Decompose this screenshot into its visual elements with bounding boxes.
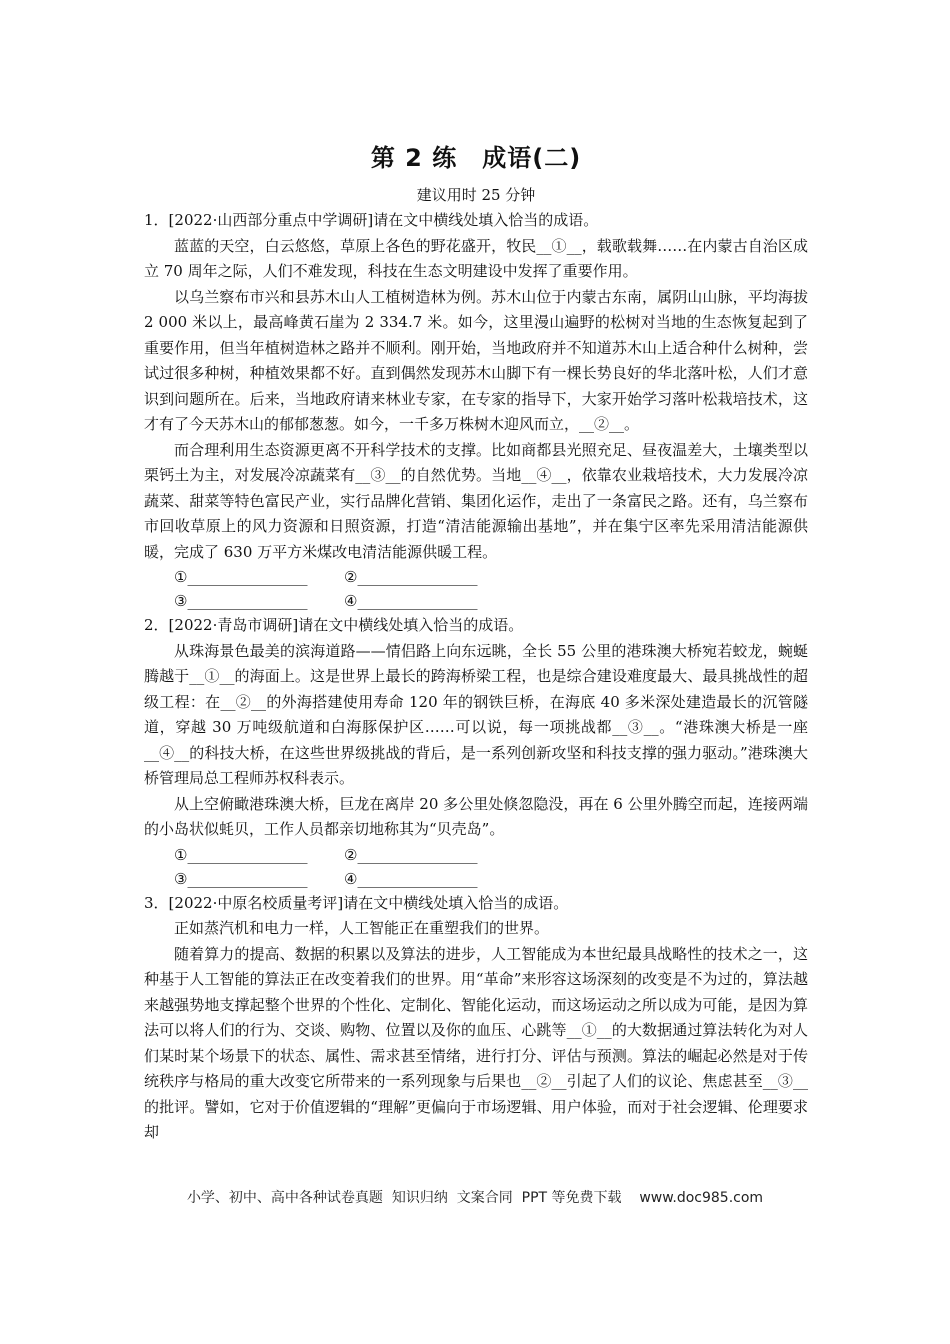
download-footer: 小学、初中、高中各种试卷真题 知识归纳 文案合同 PPT 等免费下载 www.doc985.com [186, 1190, 764, 1206]
suggested-time: 建议用时 25 分钟 [416, 186, 536, 204]
question-1-answer-row [144, 589, 808, 613]
worksheet-page [144, 140, 808, 1146]
question-3-stem: 3．[2022·中原名校质量考评]请在文中横线处填入恰当的成语。 [144, 893, 569, 912]
answer-blank-3[interactable]: ③________________ [174, 592, 308, 610]
answer-blank-3[interactable]: ③________________ [174, 869, 308, 888]
question-1-answer-row [144, 565, 808, 589]
question-2-answer-row [144, 867, 808, 891]
question-3-paragraph: 正如蒸汽机和电力一样，人工智能正在重塑我们的世界。 [174, 919, 550, 937]
answer-blank-4[interactable]: ④________________ [344, 869, 478, 888]
answer-blank-2[interactable]: ②________________ [344, 845, 478, 864]
answer-blank-1[interactable]: ①________________ [174, 568, 308, 586]
question-3-paragraph: 随着算力的提高、数据的积累以及算法的进步，人工智能成为本世纪最具战略性的技术之一，这种基于人工智能的算法正在改变着我们的世界。用“革命”来形容这场深刻的改变是不为过的，算法越来越强势地支撑起整个世界的个性化、定制化、智能化运动，而这场运动之所以成为可能，是因为算法可以将人们的行为、交谈、购物、位置以及你的血压、心跳等__①__的大数据通过算法转化为对人们某时某个场景下的状态、属性、需求甚至情绪，进行打分、评估与预测。算法的崛起必然是对于传统秩序与格局的重大改变它所带来的一系列现象与后果也__②__引起了人们的议论、焦虑甚至__③__的批评。譬如，它对于价值逻辑的“理解”更偏向于市场逻辑、用户体验，而对于社会逻辑、伦理要求却 [144, 944, 808, 1141]
question-1-paragraph: 而合理利用生态资源更离不开科学技术的支撑。比如商都县光照充足、昼夜温差大，土壤类型以栗钙土为主，对发展冷凉蔬菜有__③__的自然优势。当地__④__，依靠农业栽培技术，大力发展冷凉蔬菜、甜菜等特色富民产业，实行品牌化营销、集团化运作，走出了一条富民之路。还有，乌兰察布市回收草原上的风力资源和日照资源，打造“清洁能源输出基地”，并在集宁区率先采用清洁能源供暖，完成了 630 万平方米煤改电清洁能源供暖工程。 [144, 440, 808, 561]
answer-blank-4[interactable]: ④________________ [344, 592, 478, 610]
question-1-paragraph: 蓝蓝的天空，白云悠悠，草原上各色的野花盛开，牧民__①__，载歌载舞……在内蒙古自治区成立 70 周年之际，人们不难发现，科技在生态文明建设中发挥了重要作用。 [144, 236, 808, 280]
question-2-answer-row [144, 843, 808, 867]
answer-blank-2[interactable]: ②________________ [344, 568, 478, 586]
question-1-stem: 1．[2022·山西部分重点中学调研]请在文中横线处填入恰当的成语。 [144, 211, 599, 229]
question-2-stem: 2．[2022·青岛市调研]请在文中横线处填入恰当的成语。 [144, 616, 524, 634]
question-2-paragraph: 从珠海景色最美的滨海道路——情侣路上向东远眺，全长 55 公里的港珠澳大桥宛若蛟龙，蜿蜒腾越于__①__的海面上。这是世界上最长的跨海桥梁工程，也是综合建设难度最大、最具挑战性的超级工程：在__②__的外海搭建使用寿命 120 年的钢铁巨桥，在海底 40 多米深处建造最长的沉管隧道，穿越 30 万吨级航道和白海豚保护区……可以说，每一项挑战都__③__。“港珠澳大桥是一座__④__的科技大桥，在这些世界级挑战的背后，是一系列创新攻坚和科技支撑的强力驱动。”港珠澳大桥管理局总工程师苏权科表示。 [144, 641, 808, 787]
page-title: 第 2 练 成语(二) [370, 144, 582, 172]
answer-blank-1[interactable]: ①________________ [174, 845, 308, 864]
question-2-paragraph: 从上空俯瞰港珠澳大桥，巨龙在离岸 20 多公里处倏忽隐没，再在 6 公里外腾空而起，连接两端的小岛状似蚝贝，工作人员都亲切地称其为“贝壳岛”。 [144, 794, 808, 838]
question-1-paragraph: 以乌兰察布市兴和县苏木山人工植树造林为例。苏木山位于内蒙古东南，属阴山山脉，平均海拔 2 000 米以上，最高峰黄石崖为 2 334.7 米。如今，这里漫山遍野的松树对当地的生态恢复起到了重要作用，但当年植树造林之路并不顺利。刚开始，当地政府并不知道苏木山上适合种什么树种，尝试过很多种树，种植效果都不好。直到偶然发现苏木山脚下有一棵长势良好的华北落叶松，人们才意识到问题所在。后来，当地政府请来林业专家，在专家的指导下，大家开始学习落叶松栽培技术，这才有了今天苏木山的郁郁葱葱。如今，一千多万株树木迎风而立，__②__。 [144, 287, 808, 433]
